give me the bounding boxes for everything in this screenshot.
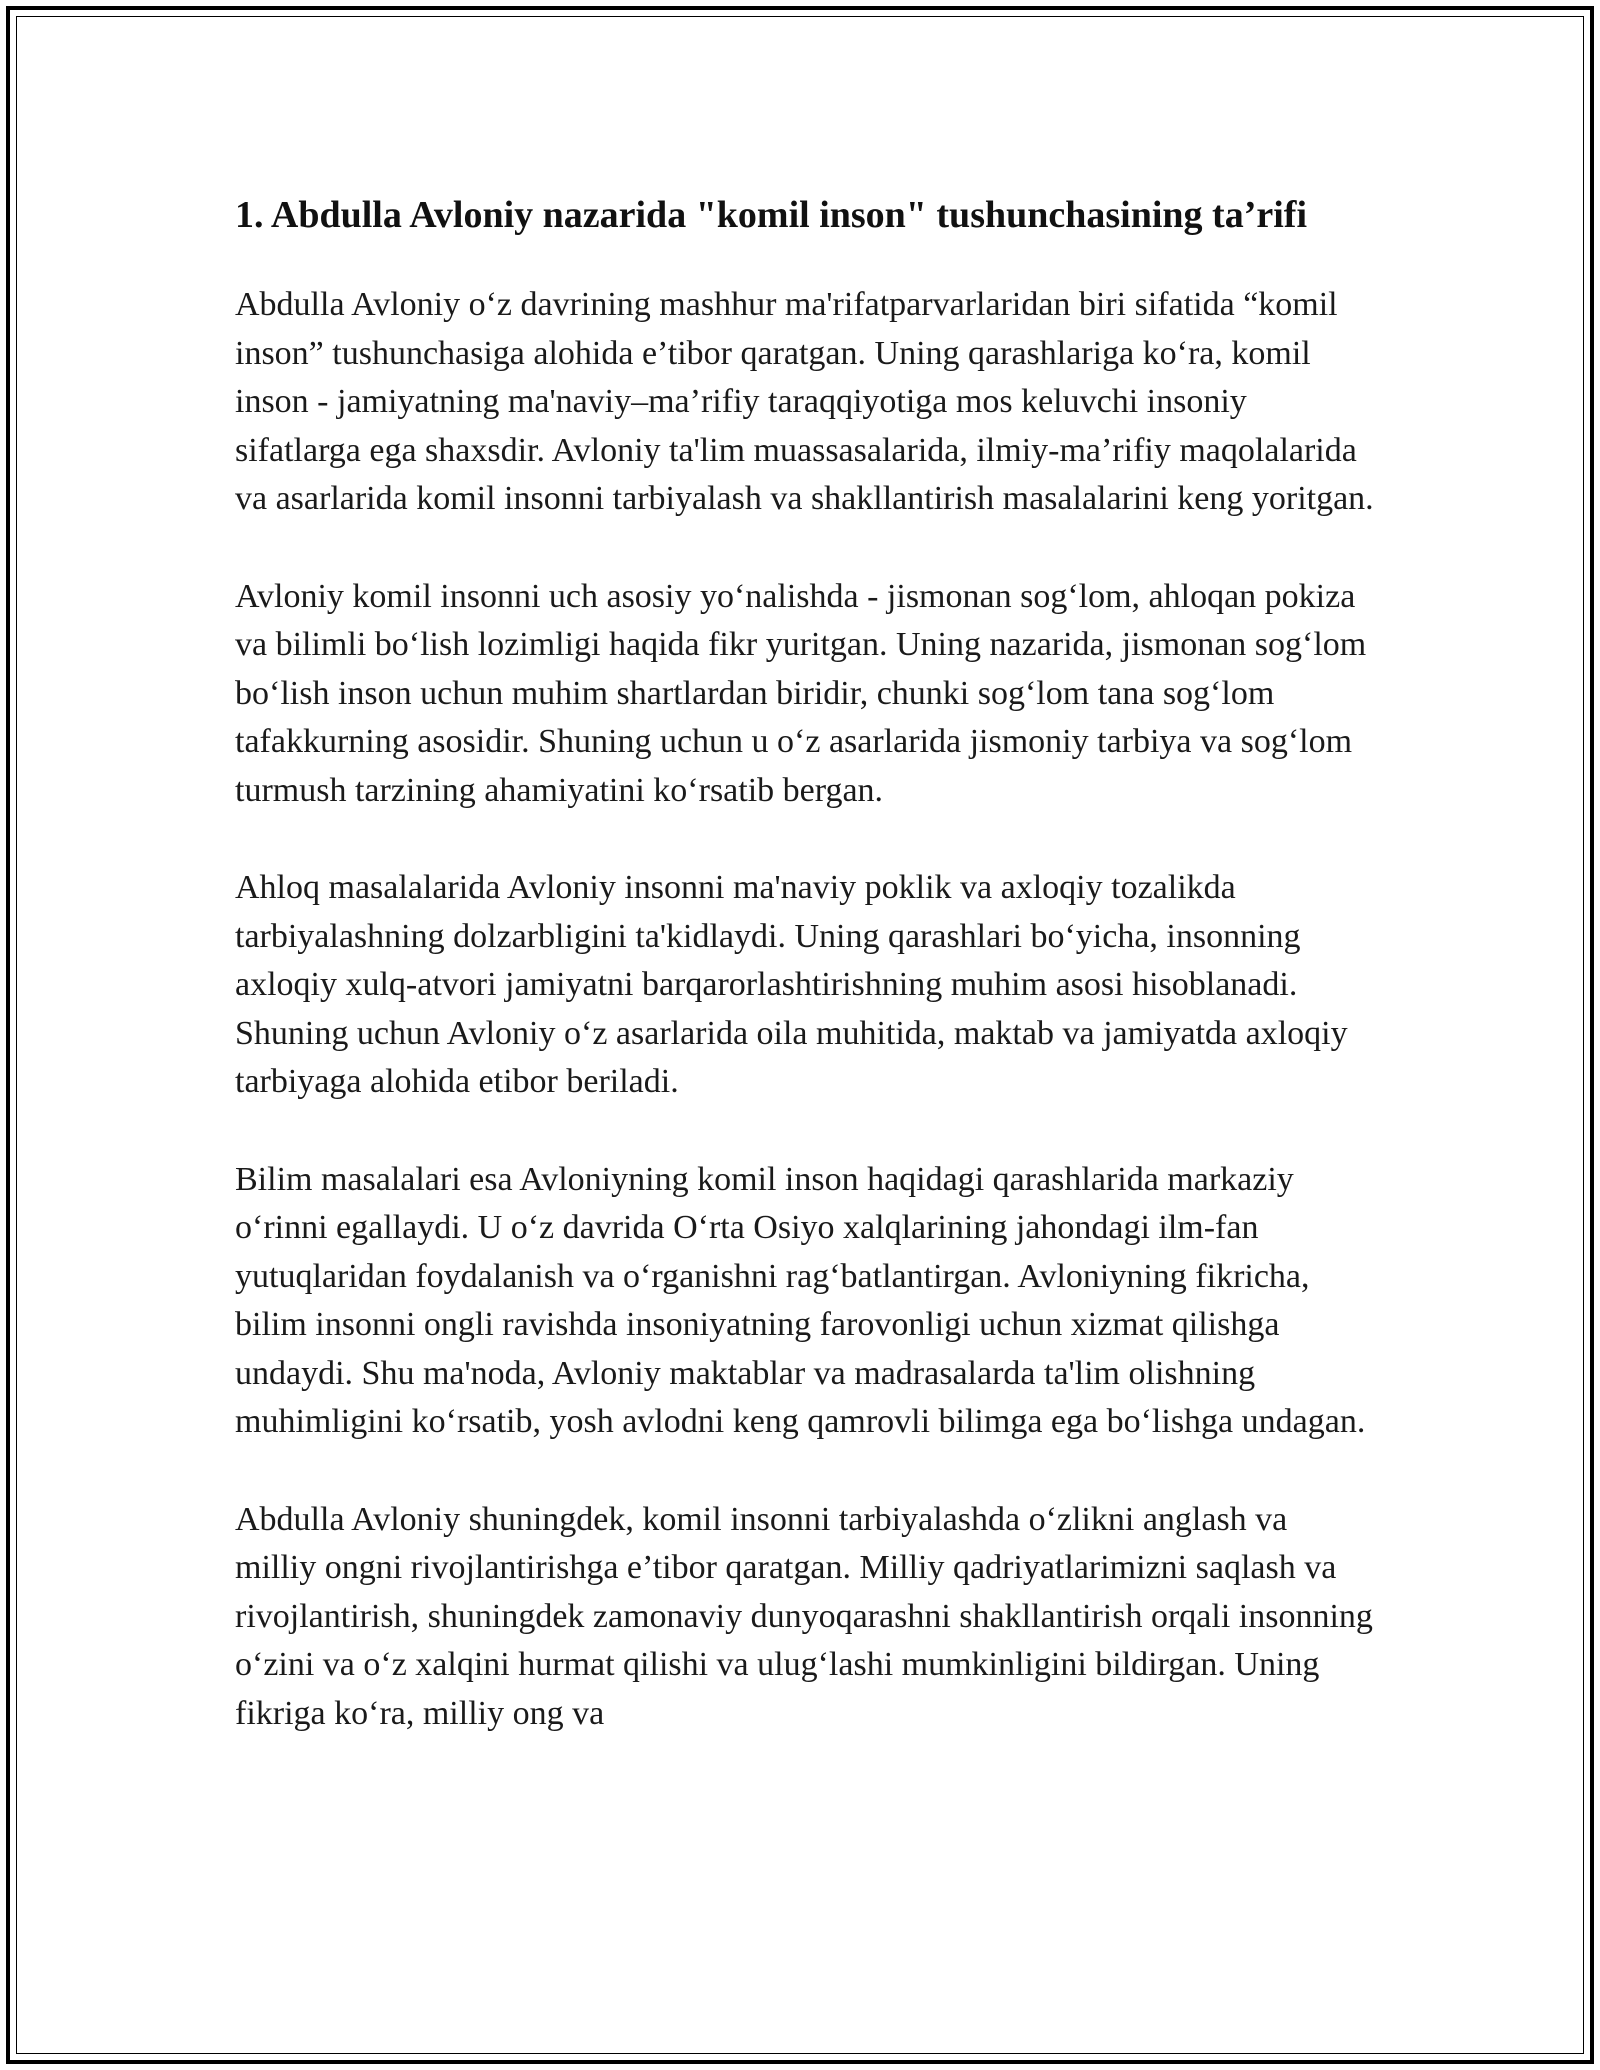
document-body xyxy=(235,188,1375,1787)
paragraph-4: Bilim masalalari esa Avloniyning komil inson haqidagi qarashlarida markaziy o‘rinni egallaydi. U o‘z davrida O‘rta Osiyo xalqlarining jahondagi ilm-fan yutuqlaridan foydalanish va o‘rganishni rag‘batlantirgan. Avloniyning fikricha, bilim insonni ongli ravishda insoniyatning farovonligi uchun xizmat qilishga undaydi. Shu ma'noda, Avloniy maktablar va madrasalarda ta'lim olishning muhimligini ko‘rsatib, yosh avlodni keng qamrovli bilimga ega bo‘lishga undagan. xyxy=(235,1160,1366,1440)
section-heading: 1. Abdulla Avloniy nazarida "komil inson" tushunchasining ta’rifi xyxy=(235,194,1307,236)
paragraph-3: Ahloq masalalarida Avloniy insonni ma'naviy poklik va axloqiy tozalikda tarbiyalashning dolzarbligini ta'kidlaydi. Uning qarashlari bo‘yicha, insonning axloqiy xulq-atvori jamiyatni barqarorlashtirishning muhim asosi hisoblanadi. Shuning uchun Avloniy o‘z asarlarida oila muhitida, maktab va jamiyatda axloqiy tarbiyaga alohida etibor beriladi. xyxy=(235,869,1348,1100)
paragraph-2: Avloniy komil insonni uch asosiy yo‘nalishda - jismonan sog‘lom, ahloqan pokiza va bilimli bo‘lish lozimligi haqida fikr yuritgan. Uning nazarida, jismonan sog‘lom bo‘lish inson uchun muhim shartlardan biridir, chunki sog‘lom tana sog‘lom tafakkurning asosidir. Shuning uchun u o‘z asarlarida jismoniy tarbiya va sog‘lom turmush tarzining ahamiyatini ko‘rsatib bergan. xyxy=(235,577,1367,809)
paragraph-5: Abdulla Avloniy shuningdek, komil insonni tarbiyalashda o‘zlikni anglash va milliy ongni rivojlantirishga e’tibor qaratgan. Milliy qadriyatlarimizni saqlash va rivojlantirish, shuningdek zamonaviy dunyoqarashni shakllantirish orqali insonning o‘zini va o‘z xalqini hurmat qilishi va ulug‘lashi mumkinligini bildirgan. Uning fikriga ko‘ra, milliy ong va xyxy=(235,1500,1373,1732)
paragraph-1: Abdulla Avloniy o‘z davrining mashhur ma'rifatparvarlaridan biri sifatida “komil inson” tushunchasiga alohida e’tibor qaratgan. Uning qarashlariga ko‘ra, komil inson - jamiyatning ma'naviy–ma’rifiy taraqqiyotiga mos keluvchi insoniy sifatlarga ega shaxsdir. Avloniy ta'lim muassasalarida, ilmiy-ma’rifiy maqolalarida va asarlarida komil insonni tarbiyalash va shakllantirish masalalarini keng yoritgan. xyxy=(235,286,1374,517)
